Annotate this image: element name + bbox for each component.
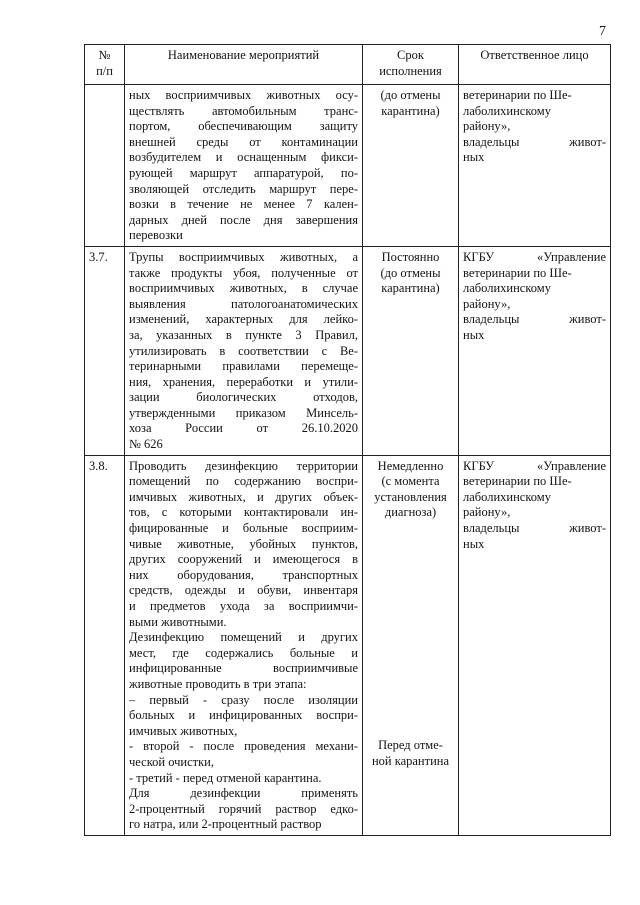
measure-line: зволяющей отследить маршрут пере- — [129, 181, 358, 196]
term-line: (с момента — [381, 474, 440, 489]
measure-line: других сооружений и имеющегося в — [129, 552, 358, 567]
responsible-line: ных — [463, 536, 485, 551]
measure-line: фицированные и больные восприим- — [129, 521, 358, 536]
table-row — [85, 85, 611, 247]
row-number — [85, 85, 125, 247]
responsible-line: владельцы живот- — [463, 521, 606, 536]
responsible-line: району», — [463, 505, 511, 520]
measure-line: за, указанных в пункте 3 Правил, — [129, 327, 358, 342]
measure-line: возбудителем и оснащенным фикси- — [129, 150, 358, 165]
table-row — [85, 246, 611, 455]
measure-line: изменений, характерных для лейко- — [129, 312, 358, 327]
measure-line: дарных дней после дня завершения — [129, 212, 358, 227]
measure-line: зации биологических отходов, — [129, 390, 358, 405]
term-line: Перед отме- — [378, 738, 443, 753]
measure-line: выми животными. — [129, 614, 227, 629]
responsible-line: ных — [463, 150, 485, 165]
responsible-cell — [459, 246, 611, 455]
term-line: установления — [374, 489, 447, 504]
measure-line: 2-процентный горячий раствор едко- — [129, 801, 358, 816]
measure-line: го натра, или 2-процентный раствор — [129, 817, 322, 832]
measure-line: тов, с которыми контактировали ин- — [129, 505, 358, 520]
term-line: Постоянно — [381, 249, 440, 264]
responsible-line: ветеринарии по Ше- — [463, 88, 572, 102]
measure-line: - второй - после проведения механи- — [129, 739, 358, 754]
responsible-cell — [459, 455, 611, 835]
measure-line: чивые животные, убойных пунктов, — [129, 536, 358, 551]
measure-line: хоза России от 26.10.2020 — [129, 421, 358, 436]
measure-line: и предметов ухода за восприимчи- — [129, 599, 358, 613]
measure-line: ных восприимчивых животных осу- — [129, 88, 358, 102]
measure-line: рующей маршрут аппаратурой, по- — [129, 165, 358, 180]
responsible-line: КГБУ «Управление — [463, 458, 606, 473]
header-term: Срок исполнения — [363, 45, 459, 85]
page-number: 7 — [599, 24, 606, 39]
measure-text — [125, 455, 363, 835]
measure-line: имчивых животных, и других объек- — [129, 489, 358, 504]
measure-line: портом, обеспечивающим защиту — [129, 119, 358, 134]
measure-line: помещений по содержанию воспри- — [129, 474, 358, 489]
term-line: Немедленно — [377, 458, 444, 473]
measure-line: утилизировать в соответствии с Ве- — [129, 343, 358, 358]
term-line: карантина) — [381, 103, 440, 118]
header-name: Наименование мероприятий — [125, 45, 363, 85]
term-line: диагноза) — [384, 505, 437, 520]
measure-line: ществлять автомобильным транс- — [129, 103, 358, 118]
header-responsible: Ответственное лицо — [459, 45, 611, 85]
measure-line: также продукты убоя, полученные от — [129, 265, 358, 280]
measure-text — [125, 246, 363, 455]
measure-line: - третий - перед отменой карантина. — [129, 770, 322, 785]
measure-line: больных и инфицированных воспри- — [129, 708, 358, 723]
responsible-line: ных — [463, 327, 485, 342]
term-line: ной карантина — [371, 753, 450, 768]
measure-line: ния, хранения, переработки и утили- — [129, 374, 358, 389]
measure-line: № 626 — [129, 437, 163, 452]
measure-text — [125, 85, 363, 247]
term-cell — [363, 85, 459, 247]
responsible-line: ветеринарии по Ше- — [463, 265, 572, 280]
measure-line: Для дезинфекции применять — [129, 786, 358, 801]
row-number: 3.7. — [85, 246, 125, 455]
term-cell — [363, 455, 459, 835]
term-line: карантина) — [381, 281, 440, 296]
measure-line: Трупы восприимчивых животных, а — [129, 249, 358, 264]
measure-line: Дезинфекцию помещений и других — [129, 630, 358, 645]
term-cell — [363, 246, 459, 455]
measure-line: восприимчивых животных, в случае — [129, 281, 358, 296]
term-line: (до отмены — [380, 88, 441, 102]
measure-line: Проводить дезинфекцию территории — [129, 458, 358, 473]
responsible-line: району», — [463, 296, 511, 311]
measure-line: средств, одежды и обуви, инвентаря — [129, 583, 358, 598]
header-num: № п/п — [85, 45, 125, 85]
row-number: 3.8. — [85, 455, 125, 835]
measure-line: теринарными правилами перемеще- — [129, 359, 358, 374]
measure-line: – первый - сразу после изоляции — [129, 692, 358, 707]
responsible-line: ветеринарии по Ше- — [463, 474, 572, 489]
measure-line: выявления патологоанатомических — [129, 296, 358, 311]
measure-line: инфицированные восприимчивые — [129, 661, 358, 676]
measure-line: мест, где содержались больные и — [129, 645, 358, 660]
term-line: (до отмены — [380, 265, 441, 280]
responsible-line: владельцы живот- — [463, 134, 606, 149]
measures-table — [84, 44, 611, 836]
responsible-line: владельцы живот- — [463, 312, 606, 327]
responsible-line: лаболихинскому — [463, 281, 551, 296]
responsible-line: КГБУ «Управление — [463, 249, 606, 264]
measure-line: имчивых животных, — [129, 723, 238, 738]
table-header-row — [85, 45, 611, 85]
measure-line: ческой очистки, — [129, 754, 214, 769]
responsible-line: району», — [463, 119, 511, 134]
measure-line: них оборудования, транспортных — [129, 567, 358, 582]
measure-line: возки в течение не менее 7 кален- — [129, 197, 358, 212]
table-row — [85, 455, 611, 835]
measure-line: утвержденными приказом Минсель- — [129, 405, 358, 420]
responsible-line: лаболихинскому — [463, 103, 551, 118]
measure-line: внешней среды от контаминации — [129, 134, 358, 149]
responsible-cell — [459, 85, 611, 247]
responsible-line: лаболихинскому — [463, 489, 551, 504]
measure-line: животные проводить в три этапа: — [129, 676, 307, 691]
measure-line: перевозки — [129, 228, 183, 243]
